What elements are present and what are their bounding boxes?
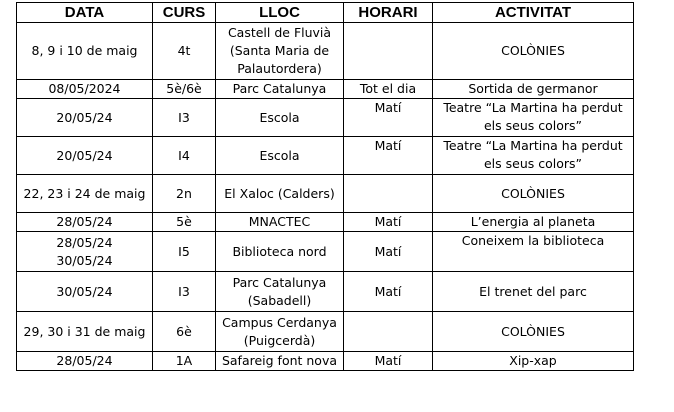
cell-horari: Matí xyxy=(344,99,433,137)
cell-lloc: El Xaloc (Calders) xyxy=(216,175,344,213)
cell-curs: 6è xyxy=(153,312,216,352)
cell-lloc: Escola xyxy=(216,137,344,175)
cell-horari: Matí xyxy=(344,232,433,272)
cell-activitat: COLÒNIES xyxy=(433,23,634,80)
activities-table xyxy=(16,2,634,371)
cell-lloc: Campus Cerdanya (Puigcerdà) xyxy=(216,312,344,352)
cell-curs: I3 xyxy=(153,99,216,137)
table-row xyxy=(17,232,634,272)
table-row xyxy=(17,272,634,312)
cell-data: 30/05/24 xyxy=(17,272,153,312)
header-horari: HORARI xyxy=(344,3,433,23)
table-row xyxy=(17,175,634,213)
cell-activitat: El trenet del parc xyxy=(433,272,634,312)
cell-lloc: Parc Catalunya (Sabadell) xyxy=(216,272,344,312)
cell-curs: I5 xyxy=(153,232,216,272)
header-lloc: LLOC xyxy=(216,3,344,23)
header-activitat: ACTIVITAT xyxy=(433,3,634,23)
cell-activitat: COLÒNIES xyxy=(433,175,634,213)
cell-activitat: Xip-xap xyxy=(433,352,634,371)
cell-data: 8, 9 i 10 de maig xyxy=(17,23,153,80)
header-curs: CURS xyxy=(153,3,216,23)
cell-lloc: Parc Catalunya xyxy=(216,80,344,99)
cell-curs: 2n xyxy=(153,175,216,213)
cell-horari xyxy=(344,312,433,352)
cell-horari: Matí xyxy=(344,213,433,232)
cell-horari xyxy=(344,175,433,213)
table-row xyxy=(17,137,634,175)
cell-lloc: Safareig font nova xyxy=(216,352,344,371)
cell-data: 28/05/24 xyxy=(17,213,153,232)
table-row xyxy=(17,312,634,352)
cell-lloc: Biblioteca nord xyxy=(216,232,344,272)
cell-curs: I4 xyxy=(153,137,216,175)
cell-data: 28/05/24 30/05/24 xyxy=(17,232,153,272)
cell-curs: 4t xyxy=(153,23,216,80)
cell-horari: Matí xyxy=(344,137,433,175)
cell-activitat: Coneixem la biblioteca xyxy=(433,232,634,272)
table-row xyxy=(17,213,634,232)
cell-horari: Matí xyxy=(344,272,433,312)
cell-activitat: Sortida de germanor xyxy=(433,80,634,99)
cell-curs: 5è/6è xyxy=(153,80,216,99)
cell-activitat: Teatre “La Martina ha perdut els seus colors” xyxy=(433,99,634,137)
cell-horari xyxy=(344,23,433,80)
cell-curs: I3 xyxy=(153,272,216,312)
table-row xyxy=(17,23,634,80)
cell-data: 20/05/24 xyxy=(17,99,153,137)
cell-curs: 1A xyxy=(153,352,216,371)
cell-activitat: L’energia al planeta xyxy=(433,213,634,232)
cell-data: 08/05/2024 xyxy=(17,80,153,99)
table-row xyxy=(17,80,634,99)
header-row xyxy=(17,3,634,23)
cell-horari: Tot el dia xyxy=(344,80,433,99)
cell-data: 22, 23 i 24 de maig xyxy=(17,175,153,213)
header-data: DATA xyxy=(17,3,153,23)
cell-lloc: Castell de Fluvià (Santa Maria de Palautordera) xyxy=(216,23,344,80)
cell-lloc: MNACTEC xyxy=(216,213,344,232)
cell-activitat: Teatre “La Martina ha perdut els seus colors” xyxy=(433,137,634,175)
cell-horari: Matí xyxy=(344,352,433,371)
cell-curs: 5è xyxy=(153,213,216,232)
table-row xyxy=(17,352,634,371)
cell-data: 20/05/24 xyxy=(17,137,153,175)
cell-lloc: Escola xyxy=(216,99,344,137)
cell-activitat: COLÒNIES xyxy=(433,312,634,352)
table-row xyxy=(17,99,634,137)
cell-data: 28/05/24 xyxy=(17,352,153,371)
cell-data: 29, 30 i 31 de maig xyxy=(17,312,153,352)
